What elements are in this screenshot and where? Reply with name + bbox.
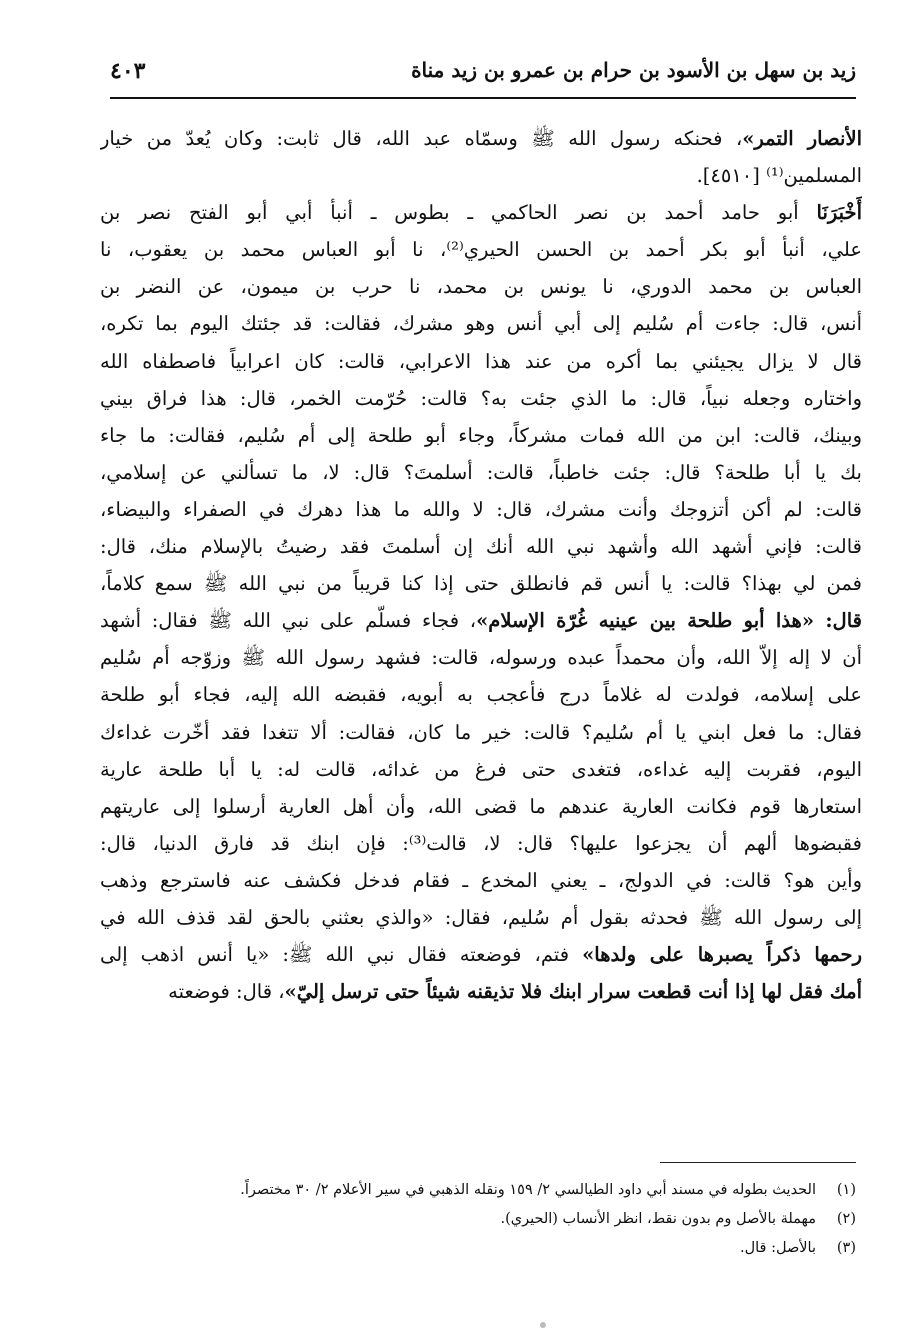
text-line <box>100 305 862 342</box>
line-text: قالت: فإني أشهد الله وأشهد نبي الله أنك إن أسلمتَ فقد رضيتُ بالإسلام منك، قال: <box>100 535 862 559</box>
text-line <box>100 862 862 899</box>
text-line <box>100 714 862 751</box>
text-line <box>100 825 862 862</box>
text-line <box>100 157 862 194</box>
body-text <box>100 120 862 1010</box>
page-header <box>110 52 856 98</box>
text-line <box>100 231 862 268</box>
line-text: وأين هو؟ قالت: في الدولج، ـ يعني المخدع ـ فقام فدخل فكشف عنه فاسترجع وذهب <box>100 868 862 892</box>
footnote-text: الحديث بطوله في مسند أبي داود الطيالسي ٢/ ١٥٩ ونقله الذهبي في سير الأعلام ٢/ ٣٠ مختصراً. <box>240 1182 816 1198</box>
line-text: فقال: ما فعل ابني يا أم سُليم؟ قالت: خير ما كان، فقالت: ألا تتغدا فقد أخّرت غداءك <box>100 720 862 744</box>
line-text: إلى رسول الله ﷺ فحدثه بقول أم سُليم، فقال: «والذي بعثني بالحق لقد قذف الله في <box>100 905 862 929</box>
line-text: قال لا يزال يجيئني بما أكره من عند هذا الاعرابي، قالت: كان اعرابياً فاصطفاه الله <box>100 349 862 373</box>
line-text: فتم، فوضعته فقال نبي الله ﷺ: «يا أنس اذهب إلى <box>100 943 583 967</box>
emphasized-text: رحمها ذكراً يصبرها على ولدها» <box>582 943 862 967</box>
text-line <box>100 194 862 231</box>
text-line <box>100 899 862 936</box>
text-line <box>100 528 862 565</box>
line-text: ، قال: فوضعته <box>168 980 285 1004</box>
text-line <box>100 343 862 380</box>
line-text: أنس، قال: جاءت أم سُليم إلى أبي أنس وهو مشرك، فقالت: قد جئتك اليوم بما تكره، <box>100 312 862 336</box>
text-line <box>100 268 862 305</box>
line-text: فمن لي بهذا؟ قالت: يا أنس قم فانطلق حتى إذا كنا قريباً من نبي الله ﷺ سمع كلاماً، <box>100 572 862 596</box>
text-line <box>100 639 862 676</box>
footnote-number: (٣) <box>836 1240 856 1256</box>
footnote <box>100 1176 856 1205</box>
text-line <box>100 454 862 491</box>
emphasized-text: أَخْبَرَنَا <box>816 201 862 225</box>
running-title: زيد بن سهل بن الأسود بن حرام بن عمرو بن زيد مناة <box>411 58 856 82</box>
page-number: ٤٠٣ <box>110 58 146 84</box>
text-line <box>100 565 862 602</box>
footnote-number: (٢) <box>836 1211 856 1227</box>
line-text: قالت: لم أكن أتزوجك وأنت مشرك، قال: لا والله ما هذا دهرك في الصفراء والبيضاء، <box>100 497 862 521</box>
text-line <box>100 936 862 973</box>
line-text: وبينك، قالت: ابن من الله فمات مشركاً، وجاء أبو طلحة إلى أم سُليم، فقالت: ما جاء <box>100 423 862 447</box>
footnotes <box>100 1176 856 1263</box>
footnote-text: بالأصل: قال. <box>739 1240 816 1256</box>
footnote <box>100 1205 856 1234</box>
footnote-rule <box>660 1162 856 1163</box>
line-text: واختاره وجعله نبياً، قال: ما الذي جئت به؟ قالت: حُرّمت الخمر، قال: هذا فراق بيني <box>100 386 862 410</box>
line-text: ، فجاء فسلّم على نبي الله ﷺ فقال: أشهد <box>100 609 477 633</box>
line-text: المسلمين⁽¹⁾ [٤٥١٠]. <box>696 164 862 188</box>
emphasized-text: قال: «هذا أبو طلحة بين عينيه غُرّة الإسلام» <box>476 609 862 633</box>
line-text: ، فحنكه رسول الله ﷺ وسمّاه عبد الله، قال ثابت: وكان يُعدّ من خيار <box>100 127 743 150</box>
header-rule <box>110 97 856 99</box>
footnote <box>100 1234 856 1263</box>
text-line <box>100 380 862 417</box>
line-text: فقبضوها ألهم أن يجزعوا عليها؟ قال: لا، قالت⁽³⁾: فإن ابنك قد فارق الدنيا، قال: <box>100 831 862 855</box>
line-text: أبو حامد أحمد بن نصر الحاكمي ـ بطوس ـ أنبأ أبي أبو الفتح نصر بن <box>100 201 817 225</box>
footnote-number: (١) <box>836 1182 856 1198</box>
text-line <box>100 788 862 825</box>
emphasized-text: أمك فقل لها إذا أنت قطعت سرار ابنك فلا تذيقنه شيئاً حتى ترسل إليّ» <box>284 980 862 1004</box>
line-text: أن لا إله إلاّ الله، وأن محمداً عبده ورسوله، قالت: فشهد رسول الله ﷺ وزوّجه أم سُليم <box>100 646 862 670</box>
line-text: اليوم، فقربت إليه غداءه، فتغدى حتى فرغ من غدائه، قالت له: يا أبا طلحة عارية <box>100 757 862 781</box>
text-line <box>100 973 862 1010</box>
text-line <box>100 676 862 713</box>
text-line <box>100 417 862 454</box>
text-line <box>100 602 862 639</box>
line-text: العباس بن محمد الدوري، نا يونس بن محمد، نا حرب بن ميمون، عن النضر بن <box>100 275 862 299</box>
line-text: بك يا أبا طلحة؟ قال: جئت خاطباً، قالت: أسلمتَ؟ قال: لا، ما تسألني عن إسلامي، <box>100 460 862 484</box>
scan-speck <box>540 1322 546 1328</box>
text-line <box>100 491 862 528</box>
line-text: استعارها قوم فكانت العارية عندهم ما قضى الله، وأن أهل العارية أرسلوا إلى عاريتهم <box>100 794 862 818</box>
text-line <box>100 751 862 788</box>
text-line <box>100 120 862 157</box>
footnote-text: مهملة بالأصل وم بدون نقط، انظر الأنساب (الحيري). <box>500 1211 816 1227</box>
line-text: على إسلامه، فولدت له غلاماً درج فأعجب به أبويه، فقبضه الله إليه، فجاء أبو طلحة <box>100 683 862 707</box>
line-text: علي، أنبأ أبو بكر أحمد بن الحسن الحيري⁽²⁾، نا أبو العباس محمد بن يعقوب، نا <box>100 238 862 262</box>
emphasized-text: الأنصار التمر» <box>742 127 862 150</box>
